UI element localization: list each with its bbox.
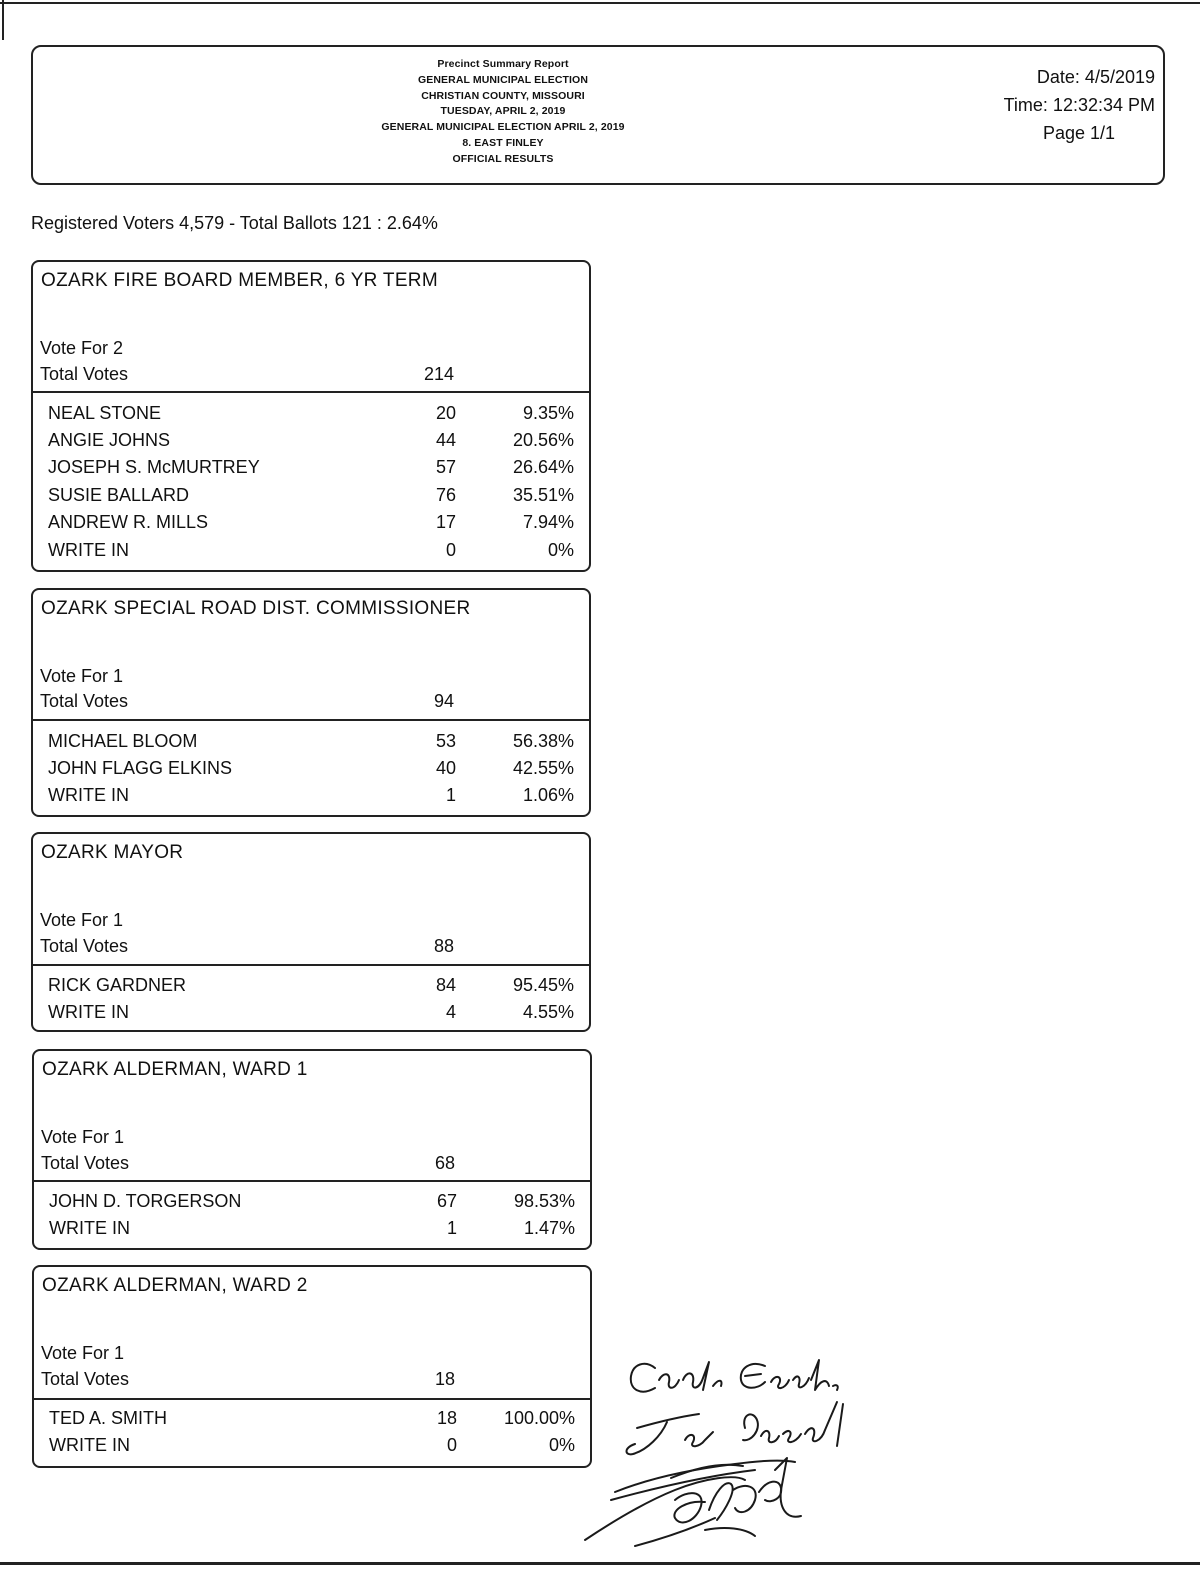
total-votes-label: Total Votes bbox=[40, 364, 129, 384]
total-votes-label: Total Votes bbox=[41, 1369, 130, 1389]
election-date: TUESDAY, APRIL 2, 2019 bbox=[440, 105, 566, 118]
bottom-border-line bbox=[0, 1562, 1200, 1565]
report-type: Precinct Summary Report bbox=[437, 58, 569, 70]
contest-title: OZARK MAYOR bbox=[41, 842, 184, 863]
candidate-votes: 18 bbox=[436, 1408, 457, 1428]
report-header bbox=[31, 45, 1165, 185]
total-votes-label: Total Votes bbox=[40, 691, 129, 711]
candidate-name: MICHAEL BLOOM bbox=[48, 731, 198, 751]
candidate-percent: 100.00% bbox=[503, 1408, 575, 1428]
candidate-row bbox=[33, 485, 589, 512]
contest-title: OZARK FIRE BOARD MEMBER, 6 YR TERM bbox=[41, 270, 438, 291]
candidate-votes: 67 bbox=[436, 1191, 457, 1211]
top-border-line bbox=[0, 2, 1200, 4]
candidate-votes: 4 bbox=[445, 1002, 456, 1022]
candidate-name: WRITE IN bbox=[48, 1002, 129, 1022]
candidate-percent: 0% bbox=[547, 540, 574, 560]
contest-divider bbox=[33, 719, 589, 721]
candidate-votes: 1 bbox=[446, 1218, 457, 1238]
candidate-name: SUSIE BALLARD bbox=[48, 485, 190, 505]
turnout-summary: Registered Voters 4,579 - Total Ballots 121 : 2.64% bbox=[31, 213, 438, 233]
signature-strokes bbox=[575, 1350, 905, 1560]
candidate-percent: 56.38% bbox=[512, 731, 574, 751]
candidate-row bbox=[33, 430, 589, 457]
election-name: GENERAL MUNICIPAL ELECTION bbox=[417, 73, 589, 86]
county-name: CHRISTIAN COUNTY, MISSOURI bbox=[421, 89, 585, 102]
candidate-name: NEAL STONE bbox=[48, 403, 162, 423]
handwritten-signatures-icon bbox=[575, 1350, 905, 1560]
candidate-votes: 44 bbox=[435, 430, 456, 450]
candidate-percent: 1.06% bbox=[522, 785, 574, 805]
candidate-row bbox=[33, 731, 589, 758]
candidate-percent: 7.94% bbox=[522, 512, 574, 532]
candidate-name: RICK GARDNER bbox=[48, 975, 187, 995]
candidate-row bbox=[33, 758, 589, 785]
candidate-name: TED A. SMITH bbox=[49, 1408, 168, 1428]
candidate-percent: 95.45% bbox=[512, 975, 574, 995]
candidate-votes: 40 bbox=[435, 758, 456, 778]
contest-title: OZARK ALDERMAN, WARD 1 bbox=[42, 1059, 308, 1080]
candidate-percent: 9.35% bbox=[522, 403, 574, 423]
total-votes-value: 68 bbox=[434, 1153, 455, 1173]
report-time: Time: 12:32:34 PM bbox=[1003, 95, 1155, 115]
contest-divider bbox=[33, 391, 589, 393]
candidate-name: ANDREW R. MILLS bbox=[48, 512, 209, 532]
candidate-row bbox=[33, 457, 589, 484]
candidate-votes: 0 bbox=[446, 1435, 457, 1455]
left-border-line bbox=[2, 0, 4, 40]
candidate-votes: 17 bbox=[435, 512, 456, 532]
vote-for: Vote For 1 bbox=[40, 910, 124, 930]
candidate-row bbox=[33, 1002, 589, 1029]
report-header-title-block bbox=[333, 57, 673, 168]
vote-for: Vote For 1 bbox=[40, 666, 124, 686]
candidate-percent: 1.47% bbox=[523, 1218, 575, 1238]
candidate-percent: 4.55% bbox=[522, 1002, 574, 1022]
candidate-votes: 0 bbox=[445, 540, 456, 560]
candidate-name: JOHN FLAGG ELKINS bbox=[48, 758, 233, 778]
candidate-votes: 57 bbox=[435, 457, 456, 477]
contest-alderman-ward-1 bbox=[32, 1049, 592, 1250]
precinct-name: 8. EAST FINLEY bbox=[462, 136, 544, 149]
total-votes-value: 18 bbox=[434, 1369, 455, 1389]
candidate-percent: 42.55% bbox=[512, 758, 574, 778]
contest-divider bbox=[33, 964, 589, 966]
total-votes-value: 94 bbox=[433, 691, 454, 711]
contest-mayor bbox=[31, 832, 591, 1032]
candidate-name: WRITE IN bbox=[48, 540, 129, 560]
contest-road-commissioner bbox=[31, 588, 591, 817]
total-votes-label: Total Votes bbox=[41, 1153, 130, 1173]
contest-divider bbox=[34, 1180, 590, 1182]
candidate-percent: 0% bbox=[548, 1435, 575, 1455]
candidate-votes: 1 bbox=[445, 785, 456, 805]
candidate-name: WRITE IN bbox=[49, 1435, 130, 1455]
total-votes-value: 88 bbox=[433, 936, 454, 956]
election-full-name: GENERAL MUNICIPAL ELECTION APRIL 2, 2019 bbox=[381, 121, 625, 134]
report-date: Date: 4/5/2019 bbox=[1036, 67, 1155, 87]
candidate-votes: 84 bbox=[435, 975, 456, 995]
candidate-row bbox=[34, 1408, 590, 1435]
results-status: OFFICIAL RESULTS bbox=[452, 152, 554, 165]
candidate-row bbox=[33, 403, 589, 430]
total-votes-value: 214 bbox=[423, 364, 454, 384]
total-votes-label: Total Votes bbox=[40, 936, 129, 956]
candidate-name: JOSEPH S. McMURTREY bbox=[48, 457, 260, 477]
candidate-percent: 26.64% bbox=[512, 457, 574, 477]
page-number: Page 1/1 bbox=[1042, 123, 1115, 143]
vote-for: Vote For 2 bbox=[40, 338, 124, 358]
candidate-name: WRITE IN bbox=[48, 785, 129, 805]
candidate-row bbox=[33, 540, 589, 567]
candidate-votes: 53 bbox=[435, 731, 456, 751]
candidate-name: JOHN D. TORGERSON bbox=[49, 1191, 242, 1211]
report-meta bbox=[1004, 63, 1155, 147]
candidate-row bbox=[34, 1218, 590, 1245]
candidate-row bbox=[34, 1191, 590, 1218]
candidate-percent: 98.53% bbox=[513, 1191, 575, 1211]
contest-divider bbox=[34, 1398, 590, 1400]
contest-fire-board bbox=[31, 260, 591, 572]
candidate-row bbox=[33, 785, 589, 812]
candidate-row bbox=[33, 512, 589, 539]
candidate-row bbox=[33, 975, 589, 1002]
contest-alderman-ward-2 bbox=[32, 1265, 592, 1468]
contest-title: OZARK SPECIAL ROAD DIST. COMMISSIONER bbox=[41, 598, 471, 619]
candidate-name: WRITE IN bbox=[49, 1218, 130, 1238]
candidate-row bbox=[34, 1435, 590, 1462]
candidate-votes: 20 bbox=[435, 403, 456, 423]
candidate-votes: 76 bbox=[435, 485, 456, 505]
candidate-name: ANGIE JOHNS bbox=[48, 430, 171, 450]
vote-for: Vote For 1 bbox=[41, 1127, 125, 1147]
vote-for: Vote For 1 bbox=[41, 1343, 125, 1363]
candidate-percent: 20.56% bbox=[512, 430, 574, 450]
candidate-percent: 35.51% bbox=[512, 485, 574, 505]
contest-title: OZARK ALDERMAN, WARD 2 bbox=[42, 1275, 308, 1296]
